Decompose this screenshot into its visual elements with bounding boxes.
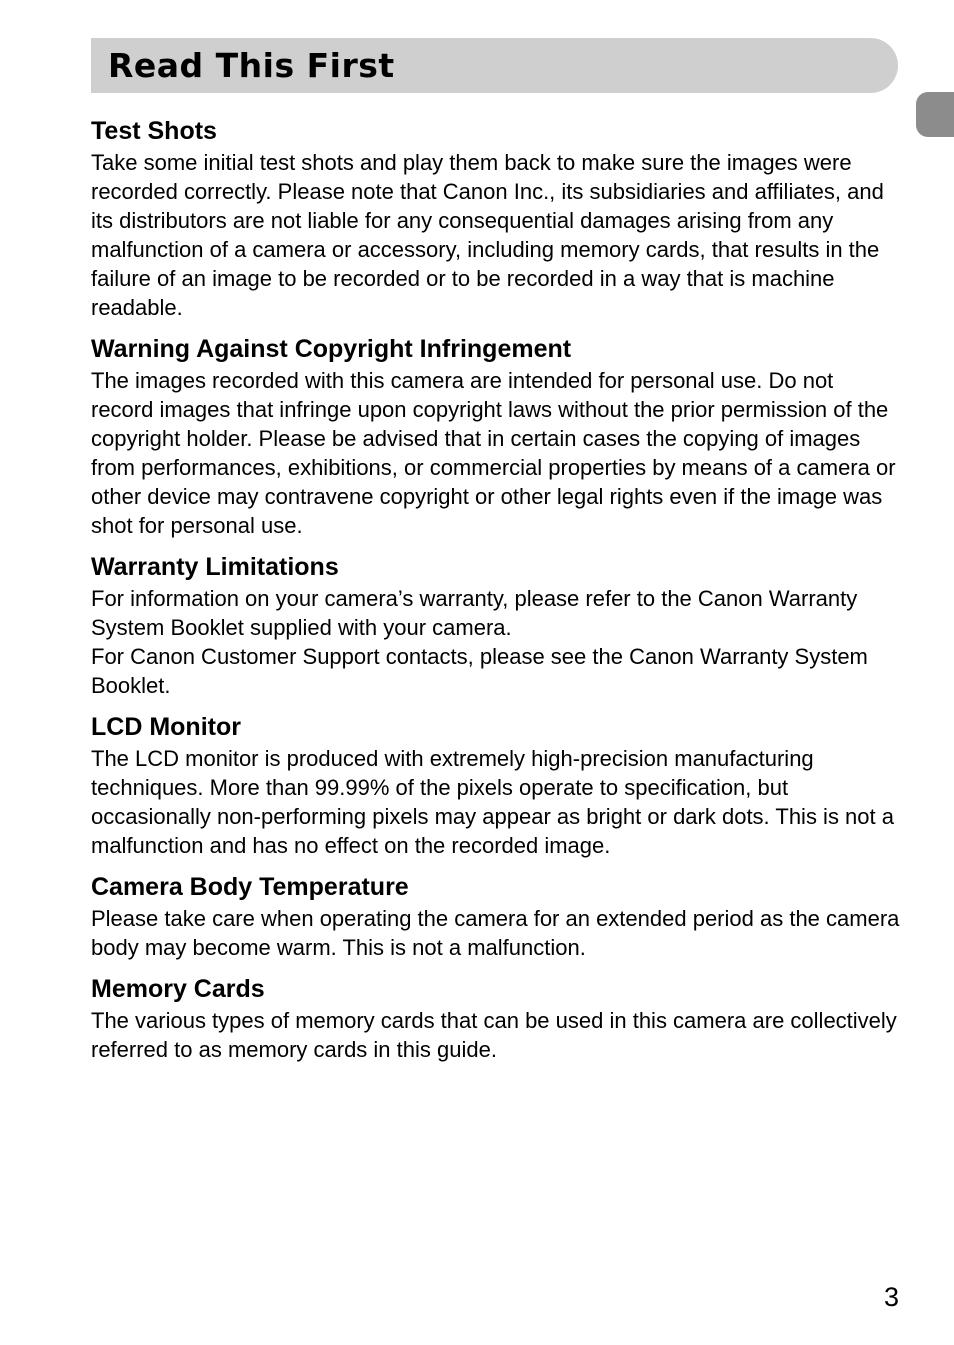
section-camera-body-temperature <box>91 870 901 962</box>
section-paragraph: The various types of memory cards that can be used in this camera are collectively referred to as memory cards in this guide. <box>91 1008 897 1062</box>
section-warranty-limitations <box>91 550 901 700</box>
section-copyright-warning <box>91 332 901 540</box>
section-heading: LCD Monitor <box>91 713 241 741</box>
chapter-tab <box>916 92 954 137</box>
section-paragraph: The images recorded with this camera are intended for personal use. Do not record images that infringe upon copyright laws without the prior permission of the copyright holder. Please be advised that in certain cases the copying of images from performances, exhibitions, or commercial properties by means of a camera or other device may contravene copyright or other legal rights even if the image was shot for personal use. <box>91 368 896 538</box>
section-paragraph: For information on your camera’s warranty, please refer to the Canon Warranty System Booklet supplied with your camera. <box>91 586 858 640</box>
section-test-shots <box>91 114 901 322</box>
section-memory-cards <box>91 972 901 1064</box>
title-banner <box>91 38 898 93</box>
section-heading: Test Shots <box>91 117 217 145</box>
section-paragraph: For Canon Customer Support contacts, please see the Canon Warranty System Booklet. <box>91 644 868 698</box>
page-number: 3 <box>883 1282 899 1312</box>
section-paragraph: Please take care when operating the camera for an extended period as the camera body may become warm. This is not a malfunction. <box>91 906 900 960</box>
section-paragraph: The LCD monitor is produced with extremely high-precision manufacturing techniques. More than 99.99% of the pixels operate to specification, but occasionally non-performing pixels may appear as bright or dark dots. This is not a malfunction and has no effect on the recorded image. <box>91 746 894 858</box>
section-paragraph: Take some initial test shots and play them back to make sure the images were recorded correctly. Please note that Canon Inc., its subsidiaries and affiliates, and its distributors are not liable for any consequential damages arising from any malfunction of a camera or accessory, including memory cards, that results in the failure of an image to be recorded or to be recorded in a way that is machine readable. <box>91 150 884 320</box>
page-title: Read This First <box>108 46 395 85</box>
page-content <box>91 114 901 1074</box>
section-heading: Warranty Limitations <box>91 553 339 581</box>
section-heading: Camera Body Temperature <box>91 873 409 901</box>
section-heading: Memory Cards <box>91 975 265 1003</box>
section-lcd-monitor <box>91 710 901 860</box>
section-heading: Warning Against Copyright Infringement <box>91 335 572 363</box>
